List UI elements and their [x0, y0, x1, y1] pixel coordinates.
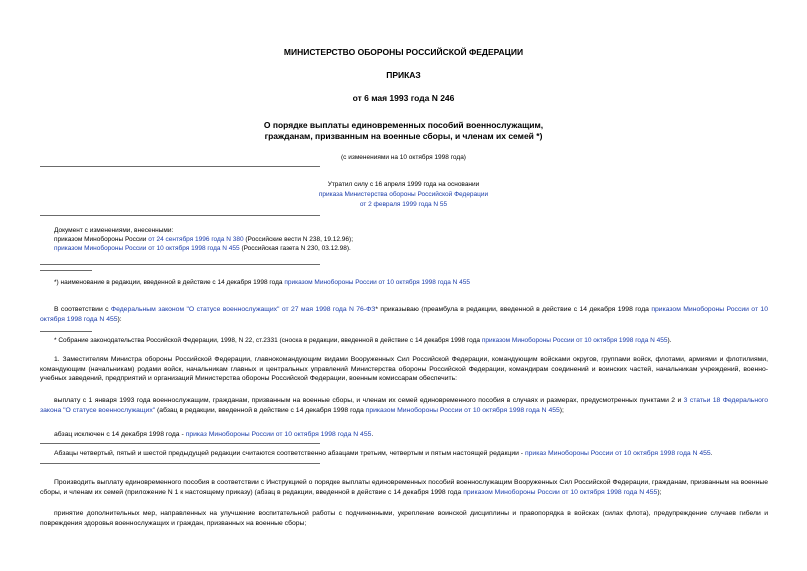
amendment-link-1[interactable]: от 24 сентября 1996 года N 380	[148, 236, 244, 243]
article-18-link[interactable]: 3 статьи 18	[683, 397, 721, 404]
amendment-line-2: приказом Минобороны России от 10 октября 1998 года N 455 (Российская газета N 230, 03.12.98).	[54, 245, 351, 252]
produce-payment-paragraph: Производить выплату единовременного пособия в соответствии с Инструкцией о порядке выплаты единовременных пособий военнослужащим Вооруженных Сил Российской Федерации, гражданам, призванным на военные сборы, и членам их семей (приложение N 1 к настоящему приказу) (абзац в редакции, введенной в действие с 14 декабря 1998 года приказом Минобороны России от 10 октября 1998 года N 455);	[40, 479, 768, 496]
repeal-link-1[interactable]: приказа Министерства обороны Российской Федерации	[318, 191, 489, 198]
title-line-1: О порядке выплаты единовременных пособий военнослужащим,	[263, 120, 544, 130]
divider	[40, 166, 320, 167]
footnote-sz-link[interactable]: приказом Минобороны России от 10 октября 1998 года N 455	[481, 337, 668, 344]
date-number-heading: от 6 мая 1993 года N 246	[352, 93, 455, 103]
footnote-divider	[40, 331, 92, 332]
excluded-paragraph: абзац исключен с 14 декабря 1998 года - приказ Минобороны России от 10 октября 1998 года N 455.	[54, 431, 374, 438]
federal-law-status-link[interactable]: Федерального закона "О статусе военнослужащих"	[40, 397, 768, 414]
payment-paragraph: выплату с 1 января 1993 года военнослужащим, гражданам, призванным на военные сборы, и членам их семей единовременного пособия в случаях и размерах, предусмотренных пунктами 2 и 3 статьи 18 Федерального закона "О статусе военнослужащих" (абзац в редакции, введенной в действие с 14 декабря 1998 года приказом Минобороны России от 10 октября 1998 года N 455);	[40, 397, 768, 414]
measures-paragraph: принятие дополнительных мер, направленных на улучшение воспитательной работы с подчиненными, укрепление воинской дисциплины и правопорядка в войсках (силах флота), предупреждение случаев гибели и повреждения здоровья военнослужащих и граждан, призванных на военные сборы;	[40, 510, 768, 527]
order-455-link[interactable]: приказом Минобороны	[651, 306, 725, 313]
amendments-block	[54, 226, 654, 253]
item-1-paragraph: 1. Заместителям Министра обороны Российской Федерации, главнокомандующим видами Вооруженных Сил Российской Федерации, командующим войсками округов, группами войск, флотами, армиями и флотилиями, командующим (начальникам) родами войск, начальникам главных и центральных управлений Министерства обороны Российской Федерации, командирам соединений и воинских частей, начальникам учреждений, военно-учебных заведений, предприятий и организаций Министерства обороны Российской Федерации, военным комиссарам обеспечить:	[40, 356, 768, 383]
footnote-title-link[interactable]: приказом Минобороны России от 10 октября 1998 года N 455	[284, 279, 470, 286]
footnote-divider	[40, 270, 92, 271]
order-455-link[interactable]: приказ Минобороны России от 10 октября 1998 года N 455	[524, 450, 711, 457]
divider	[40, 443, 320, 444]
order-455-link[interactable]: приказом Минобороны России от 10 октября 1998 года N 455	[463, 488, 658, 496]
amendment-link-2[interactable]: приказом Минобороны России от 10 октября 1998 года N 455	[54, 245, 240, 252]
repeal-note: Утратил силу с 16 апреля 1999 года на основании	[327, 181, 480, 188]
order-455-link[interactable]: приказ Минобороны России от 10 октября 1998 года N 455	[185, 431, 372, 438]
order-455-link-cont[interactable]: России от 10 октября 1998 года N 455	[40, 306, 768, 323]
renumbering-paragraph: Абзацы четвертый, пятый и шестой предыдущей редакции считаются соответственно абзацами третьим, четвертым и пятым настоящей редакции - приказ Минобороны России от 10 октября 1998 года N 455.	[54, 450, 713, 457]
amendment-line-1: приказом Минобороны России от 24 сентября 1996 года N 380 (Российские вести N 238, 19.12.96);	[54, 236, 354, 243]
amendments-intro: Документ с изменениями, внесенными:	[54, 227, 174, 234]
divider	[40, 264, 320, 265]
footnote-sz: * Собрание законодательства Российской Федерации, 1998, N 22, ст.2331 (сноска в редакции, введенной в действие с 14 декабря 1998 года приказом Минобороны России от 10 октября 1998 года N 455).	[54, 337, 672, 344]
repeal-link-2[interactable]: от 2 февраля 1999 года N 55	[359, 201, 448, 208]
footnote-title: *) наименование в редакции, введенной в действие с 14 декабря 1998 года приказом Минобороны России от 10 октября 1998 года N 455	[54, 279, 470, 286]
preamble-paragraph: В соответствии с Федеральным законом "О статусе военнослужащих" от 27 мая 1998 года N 76-ФЗ* приказываю (преамбула в редакции, введенной в действие с 14 декабря 1998 года приказом Минобороны России от 10 октября 1998 года N 455):	[40, 306, 768, 323]
divider	[40, 463, 320, 464]
changes-note: (с изменениями на 10 октября 1998 года)	[341, 154, 466, 161]
doc-type-heading: ПРИКАЗ	[386, 70, 421, 80]
order-455-link[interactable]: приказом Минобороны России от 10 октября 1998 года N 455	[365, 406, 560, 414]
divider	[40, 215, 320, 216]
ministry-heading: МИНИСТЕРСТВО ОБОРОНЫ РОССИЙСКОЙ ФЕДЕРАЦИИ	[283, 47, 524, 57]
federal-law-link[interactable]: Федеральным законом "О статусе военнослужащих" от 27 мая 1998 года N 76-ФЗ	[110, 306, 376, 313]
title-line-2: гражданам, призванным на военные сборы, и членам их семей *)	[264, 131, 543, 141]
